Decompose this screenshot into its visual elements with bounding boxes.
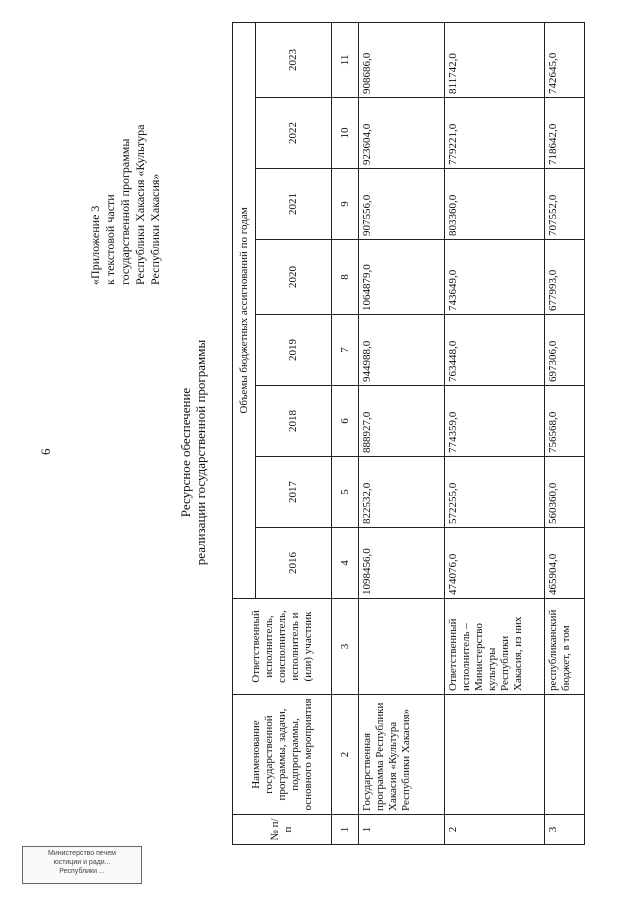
header-budget-group: Объемы бюджетных ассигнований по годам [233, 22, 256, 598]
row-value: 1098456,0 [359, 528, 445, 599]
header-year: 2017 [256, 457, 332, 528]
header-year: 2021 [256, 169, 332, 240]
appendix-line: «Приложение 3 [88, 205, 102, 285]
column-index: 9 [332, 169, 359, 240]
header-name: Наименование государственной программы, задачи, подпрограммы, основного мероприятия [233, 695, 332, 815]
stamp-line: юстиции и ради... [53, 859, 111, 866]
appendix-line: к текстовой части [103, 194, 117, 285]
header-year: 2023 [256, 22, 332, 97]
header-year: 2016 [256, 528, 332, 599]
row-value: 718642,0 [545, 98, 585, 169]
title-line-1: Ресурсное обеспечение [178, 387, 193, 518]
row-num: 3 [545, 815, 585, 845]
resource-table [232, 22, 585, 845]
row-value: 465904,0 [545, 528, 585, 599]
row-executor [359, 599, 445, 695]
column-index: 3 [332, 599, 359, 695]
header-num: № п/п [233, 815, 332, 845]
row-value: 756568,0 [545, 386, 585, 457]
row-value: 822532,0 [359, 457, 445, 528]
stamp-line: Республики ... [59, 868, 105, 875]
header-year: 2018 [256, 386, 332, 457]
column-index: 2 [332, 695, 359, 815]
row-executor: республиканский бюджет, в том [545, 599, 585, 695]
row-value: 560360,0 [545, 457, 585, 528]
row-value: 779221,0 [445, 98, 545, 169]
column-index-row [332, 22, 359, 844]
column-index: 10 [332, 98, 359, 169]
column-index: 5 [332, 457, 359, 528]
stamp-line: Министерство печем [48, 850, 116, 857]
row-name: Государственная программа Республики Хакасия «Культура Республики Хакасия» [359, 695, 445, 815]
header-executor: Ответственный исполнитель, соисполнитель, исполнитель и (или) участник [233, 599, 332, 695]
row-value: 742645,0 [545, 22, 585, 97]
row-name [445, 695, 545, 815]
appendix-line: Республики Хакасия» [148, 173, 162, 285]
row-name [545, 695, 585, 815]
column-index: 4 [332, 528, 359, 599]
row-value: 923604,0 [359, 98, 445, 169]
column-index: 11 [332, 22, 359, 97]
row-value: 888927,0 [359, 386, 445, 457]
row-value: 907556,0 [359, 169, 445, 240]
table-row [445, 22, 545, 844]
header-year: 2019 [256, 315, 332, 386]
table-row [545, 22, 585, 844]
row-num: 1 [359, 815, 445, 845]
column-index: 6 [332, 386, 359, 457]
column-index: 8 [332, 240, 359, 315]
row-value: 474076,0 [445, 528, 545, 599]
row-value: 572255,0 [445, 457, 545, 528]
row-value: 811742,0 [445, 22, 545, 97]
row-value: 774359,0 [445, 386, 545, 457]
row-value: 677993,0 [545, 240, 585, 315]
row-value: 707552,0 [545, 169, 585, 240]
row-value: 803360,0 [445, 169, 545, 240]
row-value: 1064879,0 [359, 240, 445, 315]
header-year: 2022 [256, 98, 332, 169]
row-executor: Ответственный исполнитель – Министерство культуры Республики Хакасия, из них [445, 599, 545, 695]
column-index: 7 [332, 315, 359, 386]
document-title [178, 0, 208, 905]
title-line-2: реализации государственной программы [193, 339, 208, 566]
row-value: 908686,0 [359, 22, 445, 97]
table-header-row [233, 22, 256, 844]
appendix-line: Республики Хакасия «Культура [133, 124, 147, 285]
row-value: 763448,0 [445, 315, 545, 386]
row-value: 743649,0 [445, 240, 545, 315]
appendix-line: государственной программы [118, 138, 132, 285]
row-value: 697306,0 [545, 315, 585, 386]
row-value: 944988,0 [359, 315, 445, 386]
header-year: 2020 [256, 240, 332, 315]
appendix-note [88, 125, 163, 285]
page-number: 6 [38, 448, 53, 455]
table-row [359, 22, 445, 844]
row-num: 2 [445, 815, 545, 845]
column-index: 1 [332, 815, 359, 845]
